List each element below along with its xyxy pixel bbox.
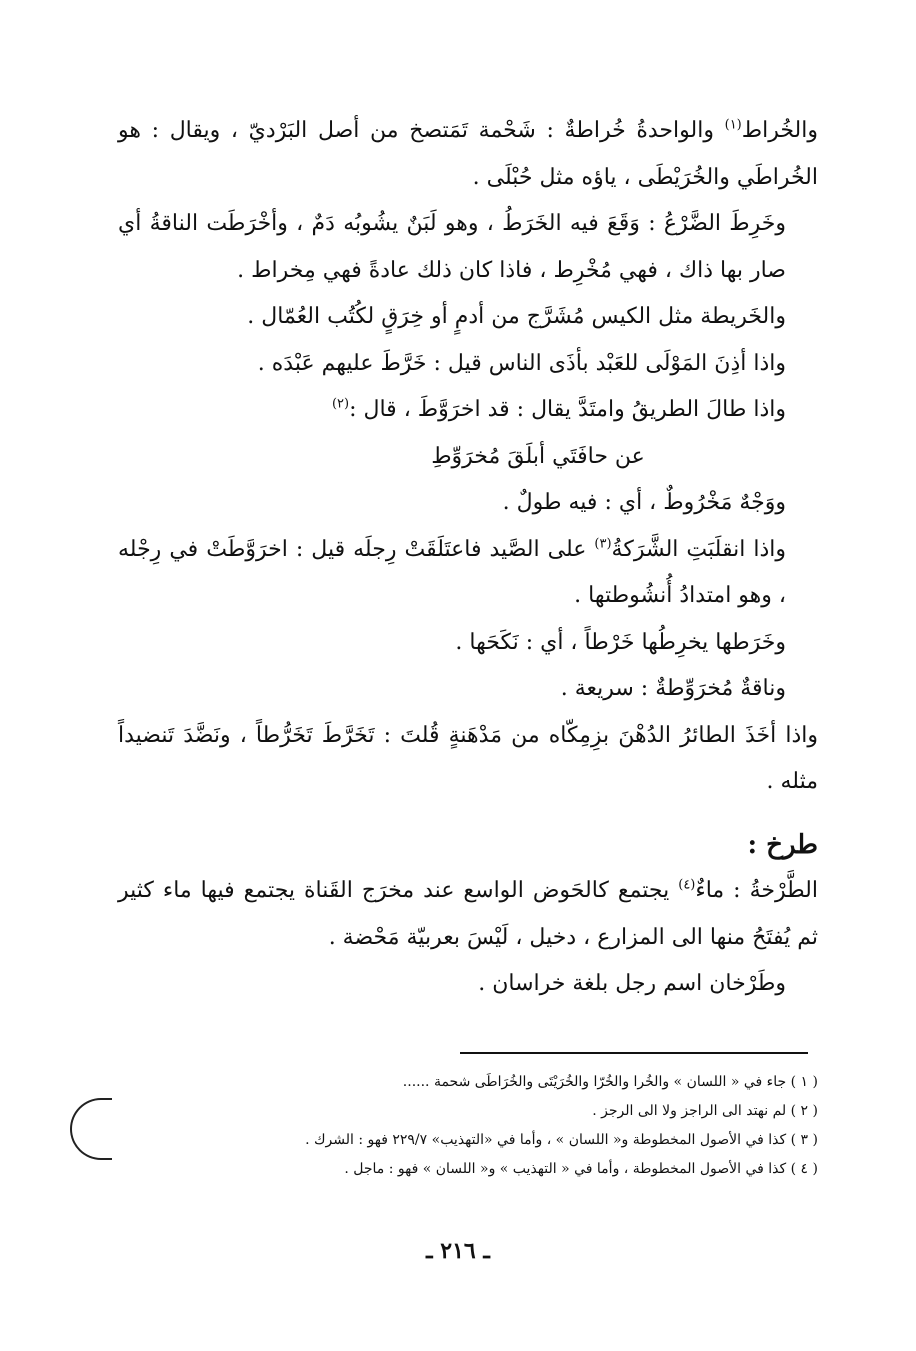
- paragraph-text: يجتمع كالحَوض الواسع عند مخرَج القَناة يجتمع فيها ماء كثير ثم يُفتَحُ منها الى المزارع ، دخيل ، لَيْسَ بعربيّة مَحْضة .: [118, 878, 818, 950]
- footnote-ref: (١): [724, 117, 742, 133]
- paragraph-text: الطَّرْخةُ : ماءٌ: [695, 878, 818, 903]
- paragraph-text: واذا أذِنَ المَوْلَى للعَبْد بأذَى الناس قيل : خَرَّطَ عليهم عَبْدَه .: [257, 350, 786, 376]
- paragraph: [118, 294, 818, 341]
- footnote: ( ٤ ) كذا في الأصول المخطوطة ، وأما في « التهذيب » و« اللسان » فهو : ماجل .: [344, 1161, 818, 1177]
- main-text: [118, 108, 818, 1008]
- paragraph: [118, 108, 818, 201]
- paragraph: [118, 666, 818, 713]
- paragraph-text: واذا طالَ الطريقُ وامتَدَّ يقال : قد اخرَوَّطَ ، قال :: [349, 397, 786, 422]
- paragraph: [118, 868, 818, 961]
- footnote: ( ٢ ) لم نهتد الى الراجز ولا الى الرجز .: [592, 1103, 818, 1119]
- paragraph-text: ووَجْهٌ مَخْرُوطٌ ، أي : فيه طولٌ .: [502, 490, 786, 515]
- paragraph: [118, 527, 818, 620]
- footnote-ref: (٢): [331, 396, 350, 412]
- footnote: ( ١ ) جاء في « اللسان » والخُرا والخُرّا والخُرَيْتَى والخُرَاطَى شحمة ......: [402, 1074, 818, 1090]
- paragraph-text: وطَرْخان اسم رجل بلغة خراسان .: [478, 971, 786, 996]
- paragraph-text: وخَرِطَ الضَّرْعُ : وَقَعَ فيه الخَرَطُ ، وهو لَبَنٌ يشُوبُه دَمٌ ، وأخْرَطَت الناقةُ أي صار بها ذاك ، فهي مُخْرِط ، فاذا كان ذلك عادةً فهي مِخراط .: [118, 211, 786, 283]
- paragraph-text: والواحدةُ خُراطةٌ : شَحْمة تَمَتصخ من أصل البَرْديّ ، ويقال : هو الخُراطَي والخُرَيْطَى ، ياؤه مثل حُبْلَى .: [118, 118, 818, 190]
- footnotes: [300, 1068, 818, 1184]
- paragraph-text: وخَرَطها يخرِطُها خَرْطاً ، أي : نَكَحَها .: [455, 629, 786, 655]
- verse-line: عن حافَتَي أبلَقَ مُخرَوِّطِ: [431, 443, 645, 469]
- paragraph-text: واذا أخَذَ الطائرُ الدُهْنَ بزِمِكّاه من مَدْهَنةٍ قُلتَ : تَخَرَّطَ تَخَرُّطاً ، ونَضَّدَ تَنضيداً مثله .: [118, 722, 818, 794]
- paragraph-text: على الصَّيد فاعتَلَقَتْ رِجلَه قيل : اخرَوَّطَتْ في رِجْله ، وهو امتدادُ أُنشُوطتها .: [118, 536, 786, 608]
- entry-heading: طرخ :: [747, 829, 818, 860]
- paragraph: [118, 713, 818, 806]
- paragraph-text: والخَريطة مثل الكيس مُشَرَّج من أدمٍ أو خِرَقٍ لكُتُب العُمّال .: [247, 304, 786, 329]
- paragraph: [118, 961, 818, 1008]
- paragraph: [118, 387, 818, 434]
- paragraph-text: والخُراط: [741, 118, 818, 143]
- paragraph-text: واذا انقلَبَتِ الشَّرَكةُ: [611, 536, 786, 562]
- paragraph: [118, 341, 818, 388]
- footnote-ref: (٤): [678, 877, 696, 893]
- page-number: ـ ٢١٦ ـ: [426, 1238, 490, 1264]
- margin-bracket-mark: [70, 1098, 112, 1160]
- footnote-divider: [460, 1052, 808, 1054]
- footnote: ( ٣ ) كذا في الأصول المخطوطة و« اللسان » ، وأما في «التهذيب» ٢٢٩/٧ فهو : الشرك .: [305, 1132, 818, 1148]
- paragraph: [118, 201, 818, 294]
- footnote-ref: (٣): [594, 536, 612, 552]
- paragraph: [118, 620, 818, 667]
- paragraph: [118, 480, 818, 527]
- paragraph-text: وناقةٌ مُخرَوِّطةٌ : سريعة .: [560, 676, 786, 701]
